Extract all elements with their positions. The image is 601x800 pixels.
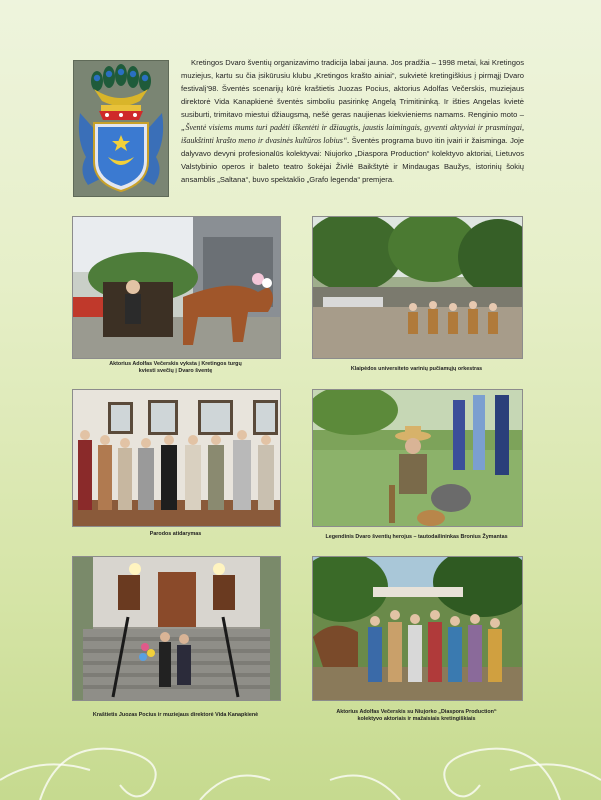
shield-icon xyxy=(94,123,148,191)
caption-folk-artist xyxy=(312,534,521,541)
caption-museum-staircase xyxy=(72,712,279,719)
photo-exhibition-opening xyxy=(72,389,281,527)
intro-text-part2: Šventės programa buvo itin įvairi ir žaisminga. Joje dalyvavo devyni profesionalūs kolektyvai: Niujorko „Diaspora Production“ kolektyvo aktoriai, Lietuvos Valstybinio operos ir baleto teatro šokėjai Živilė Baikštytė ir Mindaugas Baužys, istorinių šokių ansamblis „Saltana“, buvo spektaklio „Grafo legenda“ premjera. xyxy=(181,136,525,185)
photo-folk-artist xyxy=(312,389,523,527)
caption-folk-artist-text: Legendinis Dvaro šventių herojus – tautodailininkas Bronius Žymantas xyxy=(325,534,508,540)
intro-text-part1: Kretingos Dvaro šventių organizavimo tradicija labai jauna. Jos pradžia – 1998 metai, kai Kretingos muziejus, kartu su čia įsikūrusiu klubu „Kretingos krašto ainiai“, sukvietė kretingiškius į pirmąjį Dvaro festivalį’98. Šventės scenarijų kūrė kraštietis Juozas Pocius, aktorius Adolfas Večerskis, muziejaus direktorė Vida Kanapkienė šventės simboliu pasirinkę Angelą Trimitininką. Ir išties Angelas kvietė susiburti, trimitavo miestui džiaugsmą, nešė geras naujienas kiekvieniems namams. Renginio moto – xyxy=(181,58,524,120)
photo-brass-orchestra xyxy=(312,216,523,359)
caption-actors-with-children xyxy=(312,709,521,723)
intro-text xyxy=(181,56,524,186)
caption-actors-with-children-line1: Aktorius Adolfas Večerskis su Niujorko „Diaspora Production“ xyxy=(336,709,497,715)
photo-horse-carriage xyxy=(72,216,281,359)
coat-of-arms-image xyxy=(73,60,169,197)
caption-horse-carriage-line1: Aktorius Adolfas Večerskis vyksta į Kretingos turgų xyxy=(109,361,242,367)
caption-actors-with-children-line2: kolektyvo aktoriais ir mažaisiais kretingiškiais xyxy=(357,716,476,722)
caption-horse-carriage xyxy=(72,361,279,375)
caption-brass-orchestra xyxy=(312,366,521,373)
caption-horse-carriage-line2: kviesti svečių į Dvaro šventę xyxy=(138,368,213,374)
peacock-feather-icon xyxy=(91,64,151,106)
photo-museum-staircase xyxy=(72,556,281,701)
caption-brass-orchestra-text: Klaipėdos universiteto varinių pučiamųjų orkestras xyxy=(350,366,483,372)
intro-quote: „Šventė visiems mums turi padėti iškentėti ir džiaugtis, jaustis laimingais, gyventi aktyviai ir prasmingai, išaukštinti krašto meno ir dvasinės kultūros lobius“. xyxy=(181,123,524,146)
photo-actors-with-children xyxy=(312,556,523,701)
crown-icon xyxy=(99,105,143,120)
caption-exhibition-opening-text: Parodos atidarymas xyxy=(149,531,202,537)
caption-exhibition-opening xyxy=(72,531,279,538)
caption-museum-staircase-text: Kraštietis Juozas Pocius ir muziejaus direktorė Vida Kanapkienė xyxy=(92,712,259,718)
